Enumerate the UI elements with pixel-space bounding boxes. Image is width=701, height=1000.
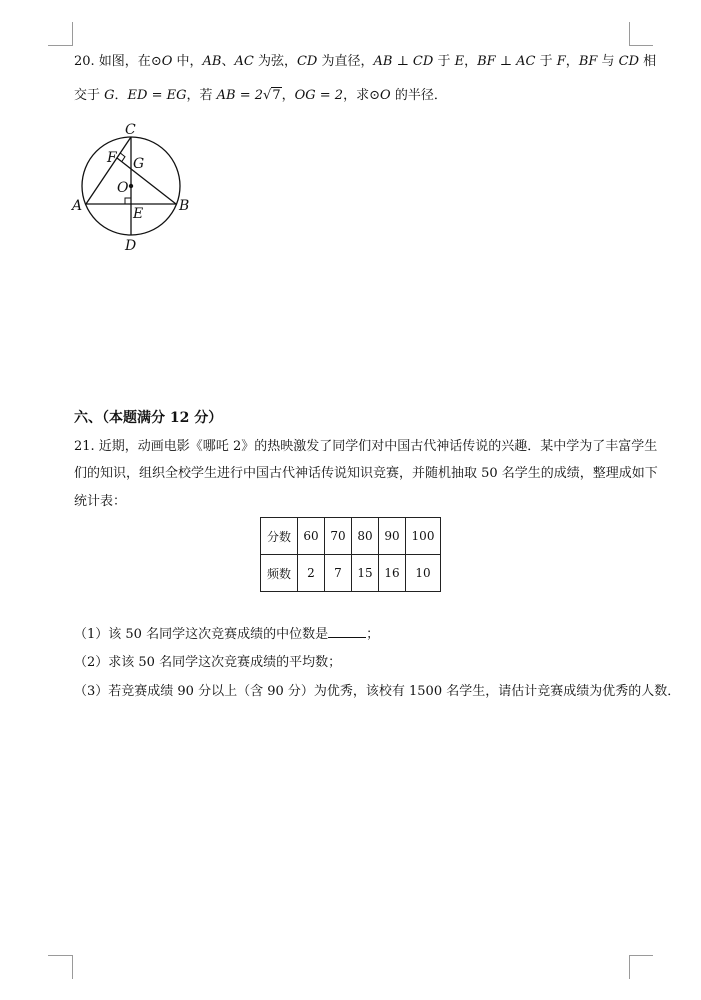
perp-bf-ac: BF ⊥ AC — [477, 54, 536, 69]
q21-sub-3: （3）若竞赛成绩 90 分以上（含 90 分）为优秀，该校有 1500 名学生，请估计竞赛成绩为优秀的人数． — [74, 684, 681, 699]
table-cell-score: 60 — [298, 518, 325, 555]
var-cd: CD — [296, 54, 318, 69]
crop-mark-bottom-right-v — [629, 955, 630, 979]
text: 相 — [639, 54, 657, 69]
label-b: B — [179, 198, 190, 214]
text: 交于 — [74, 88, 105, 103]
label-a: A — [72, 198, 83, 214]
text: ，求 — [343, 88, 370, 103]
circle-symbol: ⊙ — [150, 54, 162, 69]
crop-mark-bottom-left-h — [48, 955, 72, 956]
q21-sub-2: （2）求该 50 名同学这次竞赛成绩的平均数； — [74, 655, 342, 670]
text: ，若 — [186, 88, 217, 103]
var-f: F — [556, 54, 566, 69]
crop-mark-top-left-v — [72, 22, 73, 46]
var-ac: AC — [234, 54, 254, 69]
eq-og: OG = 2 — [294, 88, 344, 103]
q21-line-1: 21. 近期，动画电影《哪吒 2》的热映激发了同学们对中国古代神话传说的兴趣．某中学为了丰富学生 — [74, 439, 658, 454]
q20-line-1 — [74, 52, 656, 72]
q21-sub-1 — [74, 625, 379, 645]
table-cell-frequency: 15 — [352, 555, 379, 592]
label-f: F — [107, 150, 117, 166]
sqrt-radicand: 7 — [272, 88, 281, 103]
sqrt-sign: √ — [263, 88, 272, 103]
q20-line-2 — [74, 86, 447, 106]
table-cell-score: 80 — [352, 518, 379, 555]
crop-mark-top-right-h — [629, 45, 653, 46]
text: ， — [464, 54, 478, 69]
table-cell-frequency: 2 — [298, 555, 325, 592]
section-title: 六、（本题满分 12 分） — [74, 410, 223, 426]
q20-number: 20. 如图，在 — [74, 54, 151, 69]
score-frequency-table — [260, 517, 441, 592]
label-e: E — [133, 206, 144, 222]
text: ， — [281, 88, 295, 103]
text: 的半径． — [390, 88, 447, 103]
var-g: G — [104, 88, 115, 103]
table-cell-frequency: 16 — [379, 555, 406, 592]
center-point-o — [129, 184, 133, 188]
text: 中， — [172, 54, 203, 69]
sub1-text: （1）该 50 名同学这次竞赛成绩的中位数是 — [74, 627, 329, 642]
var-bf: BF — [578, 54, 598, 69]
eq-ab: AB = 2 — [216, 88, 264, 103]
label-c: C — [125, 122, 136, 138]
crop-mark-bottom-left-v — [72, 955, 73, 979]
text: ， — [565, 54, 579, 69]
label-o: O — [117, 180, 129, 196]
label-g: G — [133, 156, 145, 172]
table-header-frequency: 频数 — [261, 555, 298, 592]
table-cell-frequency: 7 — [325, 555, 352, 592]
answer-blank — [328, 625, 366, 638]
eq-ed-eg: ED = EG — [127, 88, 187, 103]
text: 、 — [221, 54, 235, 69]
crop-mark-bottom-right-h — [629, 955, 653, 956]
crop-mark-top-right-v — [629, 22, 630, 46]
text: 与 — [597, 54, 619, 69]
table-header-score: 分数 — [261, 518, 298, 555]
var-e: E — [454, 54, 465, 69]
label-d: D — [125, 238, 137, 254]
circle-symbol: ⊙ — [369, 88, 381, 103]
perp-ab-cd: AB ⊥ CD — [373, 54, 434, 69]
geometry-figure — [66, 120, 206, 258]
table-cell-frequency: 10 — [406, 555, 441, 592]
table-row-scores — [261, 518, 441, 555]
text: ． — [114, 88, 128, 103]
text: 于 — [535, 54, 557, 69]
table-cell-score: 90 — [379, 518, 406, 555]
var-ab: AB — [202, 54, 222, 69]
sub1-end: ； — [366, 627, 380, 642]
crop-mark-top-left-h — [48, 45, 72, 46]
right-angle-mark-e — [125, 198, 131, 204]
var-o: O — [161, 54, 173, 69]
var-cd-2: CD — [618, 54, 640, 69]
var-o: O — [380, 88, 391, 103]
text: 于 — [433, 54, 455, 69]
text: 为直径， — [317, 54, 374, 69]
q21-line-3: 统计表： — [74, 494, 127, 509]
table-cell-score: 100 — [406, 518, 441, 555]
table-cell-score: 70 — [325, 518, 352, 555]
text: 为弦， — [253, 54, 297, 69]
q21-line-2: 们的知识，组织全校学生进行中国古代神话传说知识竞赛，并随机抽取 50 名学生的成绩，整理成如下 — [74, 466, 658, 481]
table-row-frequency — [261, 555, 441, 592]
